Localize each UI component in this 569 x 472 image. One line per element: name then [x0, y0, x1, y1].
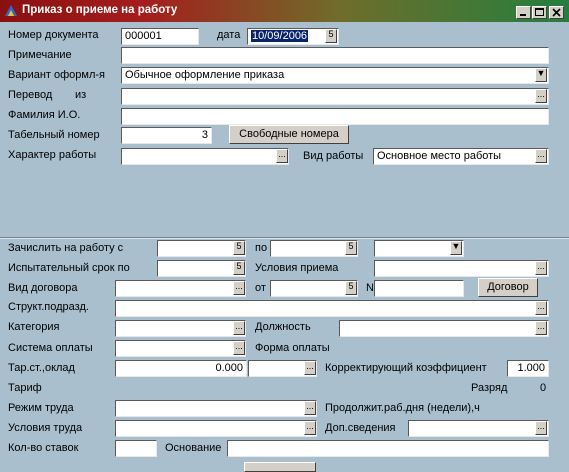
- transfer-input[interactable]: [121, 88, 549, 105]
- conditions-label: Условия приема: [255, 262, 339, 274]
- minimize-button[interactable]: [516, 6, 531, 19]
- transfer-ellipsis-icon[interactable]: ...: [535, 89, 547, 103]
- struct-label: Структ.подразд.: [8, 301, 89, 313]
- contract-number-input[interactable]: [374, 280, 464, 297]
- grade-label: Разряд: [471, 382, 508, 394]
- tariff-label: Тариф: [8, 382, 42, 394]
- grade-value: 0: [540, 382, 547, 394]
- conditions-ellipsis-icon[interactable]: ...: [535, 261, 547, 275]
- note-label: Примечание: [8, 49, 72, 61]
- maximize-button[interactable]: [532, 6, 547, 19]
- work-character-label: Характер работы: [8, 149, 97, 161]
- enroll-from-calendar-icon[interactable]: 5: [233, 241, 245, 255]
- enroll-extra-dropdown-icon[interactable]: ▼: [450, 241, 462, 255]
- contract-button[interactable]: Договор: [478, 278, 538, 297]
- note-input[interactable]: [121, 47, 549, 64]
- free-numbers-button[interactable]: Свободные номера: [229, 125, 349, 144]
- labor-mode-label: Режим труда: [8, 402, 74, 414]
- probation-calendar-icon[interactable]: 5: [233, 261, 245, 275]
- add-info-input[interactable]: [408, 420, 549, 437]
- add-info-ellipsis-icon[interactable]: ...: [535, 421, 547, 435]
- labor-mode-input[interactable]: [115, 400, 317, 417]
- rate-label: Тар.ст.,оклад: [8, 362, 75, 374]
- variant-label: Вариант оформл-я: [8, 69, 106, 81]
- contract-number-label: N: [366, 282, 374, 294]
- contract-date-label: от: [255, 282, 266, 294]
- day-length-label: Продолжит.раб.дня (недели),ч: [325, 402, 480, 414]
- position-input[interactable]: [339, 320, 549, 337]
- probation-label: Испытательный срок по: [8, 262, 130, 274]
- rates-count-label: Кол-во ставок: [8, 442, 79, 454]
- rate-extra-ellipsis-icon[interactable]: ...: [304, 361, 316, 375]
- date-label: дата: [217, 29, 241, 41]
- labor-conditions-ellipsis-icon[interactable]: ...: [304, 421, 316, 435]
- add-info-label: Доп.сведения: [325, 422, 396, 434]
- category-label: Категория: [8, 321, 60, 333]
- position-ellipsis-icon[interactable]: ...: [535, 321, 547, 335]
- close-button[interactable]: [549, 6, 564, 19]
- work-type-ellipsis-icon[interactable]: ...: [535, 149, 547, 163]
- date-calendar-icon[interactable]: 5: [325, 29, 337, 43]
- category-ellipsis-icon[interactable]: ...: [233, 321, 245, 335]
- pay-system-label: Система оплаты: [8, 342, 93, 354]
- coef-label: Корректирующий коэффициент: [325, 362, 487, 374]
- work-type-input[interactable]: Основное место работы: [373, 148, 549, 165]
- close-icon: [550, 7, 563, 18]
- transfer-label: Перевод: [8, 89, 53, 101]
- category-input[interactable]: [115, 320, 246, 337]
- fio-label: Фамилия И.О.: [8, 109, 81, 121]
- doc-number-label: Номер документа: [8, 29, 99, 41]
- variant-select[interactable]: Обычное оформление приказа: [121, 67, 549, 84]
- contract-type-label: Вид договора: [8, 282, 78, 294]
- enroll-label: Зачислить на работу с: [8, 242, 124, 254]
- conditions-input[interactable]: [374, 260, 549, 277]
- enroll-to-label: по: [255, 242, 268, 254]
- app-icon: [3, 3, 19, 19]
- maximize-icon: [533, 7, 546, 18]
- fio-input[interactable]: [121, 108, 549, 125]
- contract-type-input[interactable]: [115, 280, 246, 297]
- struct-input[interactable]: [115, 300, 549, 317]
- labor-conditions-label: Условия труда: [8, 422, 83, 434]
- doc-number-input[interactable]: 000001: [121, 28, 199, 45]
- pay-form-label: Форма оплаты: [255, 342, 330, 354]
- contract-date-calendar-icon[interactable]: 5: [345, 281, 357, 295]
- variant-dropdown-icon[interactable]: ▼: [535, 68, 547, 82]
- work-character-ellipsis-icon[interactable]: ...: [276, 149, 288, 163]
- labor-conditions-input[interactable]: [115, 420, 317, 437]
- enroll-to-calendar-icon[interactable]: 5: [345, 241, 357, 255]
- struct-ellipsis-icon[interactable]: ...: [535, 301, 547, 315]
- pay-system-ellipsis-icon[interactable]: ...: [233, 341, 245, 355]
- coef-input[interactable]: 1.000: [507, 360, 549, 377]
- tabel-input[interactable]: 3: [121, 127, 212, 144]
- contract-type-ellipsis-icon[interactable]: ...: [233, 281, 245, 295]
- tabel-label: Табельный номер: [8, 129, 100, 141]
- labor-mode-ellipsis-icon[interactable]: ...: [304, 401, 316, 415]
- date-value: 10/09/2006: [252, 30, 308, 42]
- rate-input[interactable]: 0.000: [115, 360, 247, 377]
- bottom-button[interactable]: [244, 462, 316, 472]
- work-type-label: Вид работы: [303, 150, 364, 162]
- window-title: Приказ о приеме на работу: [22, 4, 178, 16]
- rates-count-input[interactable]: [115, 440, 157, 457]
- work-character-input[interactable]: [121, 148, 289, 165]
- basis-input[interactable]: [227, 440, 549, 457]
- section-divider: [0, 237, 569, 239]
- pay-system-input[interactable]: [115, 340, 246, 357]
- transfer-from-label: из: [75, 89, 87, 101]
- position-label: Должность: [255, 321, 311, 333]
- basis-label: Основание: [165, 442, 222, 454]
- minimize-icon: [517, 7, 530, 18]
